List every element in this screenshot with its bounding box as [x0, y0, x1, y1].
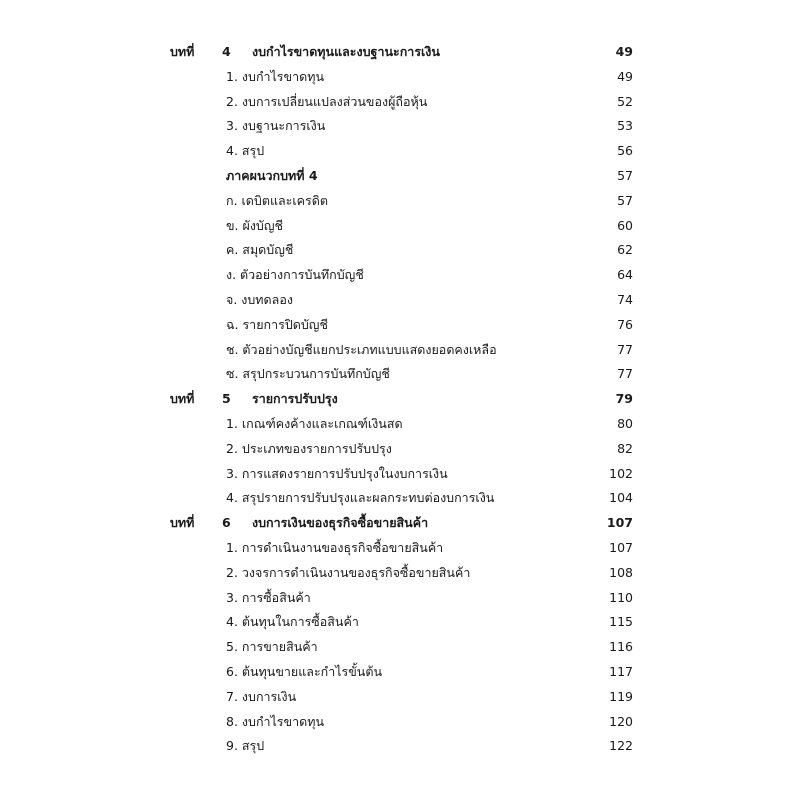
page-number: 77 [617, 341, 633, 357]
page-number: 107 [609, 540, 633, 555]
page-number: 120 [609, 713, 633, 729]
toc-row [0, 710, 800, 734]
page-number: 116 [609, 639, 633, 655]
section-title: ภาคผนวกบทที่ 4 [226, 168, 318, 183]
section-title: 2. งบการเปลี่ยนแปลงส่วนของผู้ถือหุ้น [226, 93, 428, 109]
toc-row [0, 561, 800, 585]
chapter-label: บทที่ [170, 515, 195, 531]
section-title: ก. เดบิตและเครดิต [226, 192, 328, 208]
toc-row [0, 288, 800, 312]
section-title: 4. สรุปรายการปรับปรุงและผลกระทบต่องบการเงิน [226, 490, 495, 506]
page-number: 104 [609, 490, 633, 506]
chapter-title: งบกำไรขาดทุนและงบฐานะการเงิน [252, 44, 440, 59]
page-number: 64 [617, 267, 633, 283]
section-title: ช. ตัวอย่างบัญชีแยกประเภทแบบแสดงยอดคงเหลือ [226, 341, 497, 357]
toc-row [0, 635, 800, 659]
section-title: 9. สรุป [226, 738, 265, 754]
toc-row [0, 734, 800, 758]
toc-row [0, 238, 800, 262]
page-number: 117 [609, 664, 633, 679]
page-number: 52 [617, 93, 633, 109]
toc-row [0, 412, 800, 436]
section-title: ฉ. รายการปิดบัญชี [226, 316, 328, 332]
section-title: 1. การดำเนินงานของธุรกิจซื้อขายสินค้า [226, 540, 444, 555]
page-number: 49 [617, 68, 633, 84]
toc-row [0, 90, 800, 114]
toc-row [0, 313, 800, 337]
toc-row [0, 263, 800, 287]
toc-row [0, 685, 800, 709]
toc-row [0, 114, 800, 138]
toc-row [0, 462, 800, 486]
chapter-title: รายการปรับปรุง [252, 391, 338, 407]
page-number: 49 [615, 44, 633, 59]
section-title: 4. ต้นทุนในการซื้อสินค้า [226, 614, 359, 630]
chapter-row [0, 511, 800, 535]
chapter-title: งบการเงินของธุรกิจซื้อขายสินค้า [252, 515, 429, 531]
chapter-number: 4 [222, 44, 231, 59]
page-number: 62 [617, 242, 633, 258]
chapter-row [0, 387, 800, 411]
toc-row [0, 189, 800, 213]
section-title: 1. เกณฑ์คงค้างและเกณฑ์เงินสด [226, 416, 403, 431]
section-title: 2. วงจรการดำเนินงานของธุรกิจซื้อขายสินค้า [226, 564, 471, 580]
toc-row [0, 536, 800, 560]
chapter-number: 5 [222, 391, 231, 407]
toc-row [0, 486, 800, 510]
page-number: 102 [609, 465, 633, 481]
page-number: 122 [609, 738, 633, 754]
page-number: 79 [615, 391, 633, 407]
section-title: ข. ผังบัญชี [226, 217, 283, 233]
toc-row [0, 660, 800, 684]
section-title: 1. งบกำไรขาดทุน [226, 68, 324, 84]
toc-row [0, 437, 800, 461]
chapter-label: บทที่ [170, 391, 195, 407]
section-title: 3. งบฐานะการเงิน [226, 118, 326, 134]
page-number: 53 [617, 118, 633, 134]
section-title: 8. งบกำไรขาดทุน [226, 713, 324, 729]
chapter-row [0, 40, 800, 64]
page-number: 107 [606, 515, 633, 531]
section-title: 5. การขายสินค้า [226, 639, 318, 655]
toc-row [0, 362, 800, 386]
page-number: 82 [617, 440, 633, 456]
section-title: 7. งบการเงิน [226, 688, 297, 704]
page-number: 115 [609, 614, 633, 630]
section-title: จ. งบทดลอง [226, 292, 293, 307]
page-number: 74 [617, 292, 633, 307]
section-title: ง. ตัวอย่างการบันทึกบัญชี [226, 267, 364, 283]
chapter-label: บทที่ [170, 44, 195, 59]
chapter-number: 6 [222, 515, 231, 531]
section-title: 6. ต้นทุนขายและกำไรขั้นต้น [226, 664, 383, 679]
page-number: 76 [617, 316, 633, 332]
toc-row [0, 65, 800, 89]
toc-row [0, 338, 800, 362]
page-number: 108 [609, 564, 633, 580]
section-title: ซ. สรุปกระบวนการบันทึกบัญชี [226, 366, 390, 382]
section-title: 3. การแสดงรายการปรับปรุงในงบการเงิน [226, 465, 448, 481]
toc-row [0, 214, 800, 238]
page-number: 57 [617, 192, 633, 208]
toc-row [0, 164, 800, 188]
toc-row [0, 610, 800, 634]
page-number: 119 [609, 688, 633, 704]
page-number: 77 [617, 366, 633, 382]
section-title: 4. สรุป [226, 143, 265, 159]
toc-row [0, 586, 800, 610]
page-number: 80 [617, 416, 633, 431]
page-number: 56 [617, 143, 633, 159]
page-number: 110 [609, 589, 633, 605]
section-title: 3. การซื้อสินค้า [226, 589, 311, 605]
toc-row [0, 139, 800, 163]
page-number: 57 [617, 168, 633, 183]
section-title: ค. สมุดบัญชี [226, 242, 294, 258]
section-title: 2. ประเภทของรายการปรับปรุง [226, 440, 392, 456]
page-number: 60 [617, 217, 633, 233]
